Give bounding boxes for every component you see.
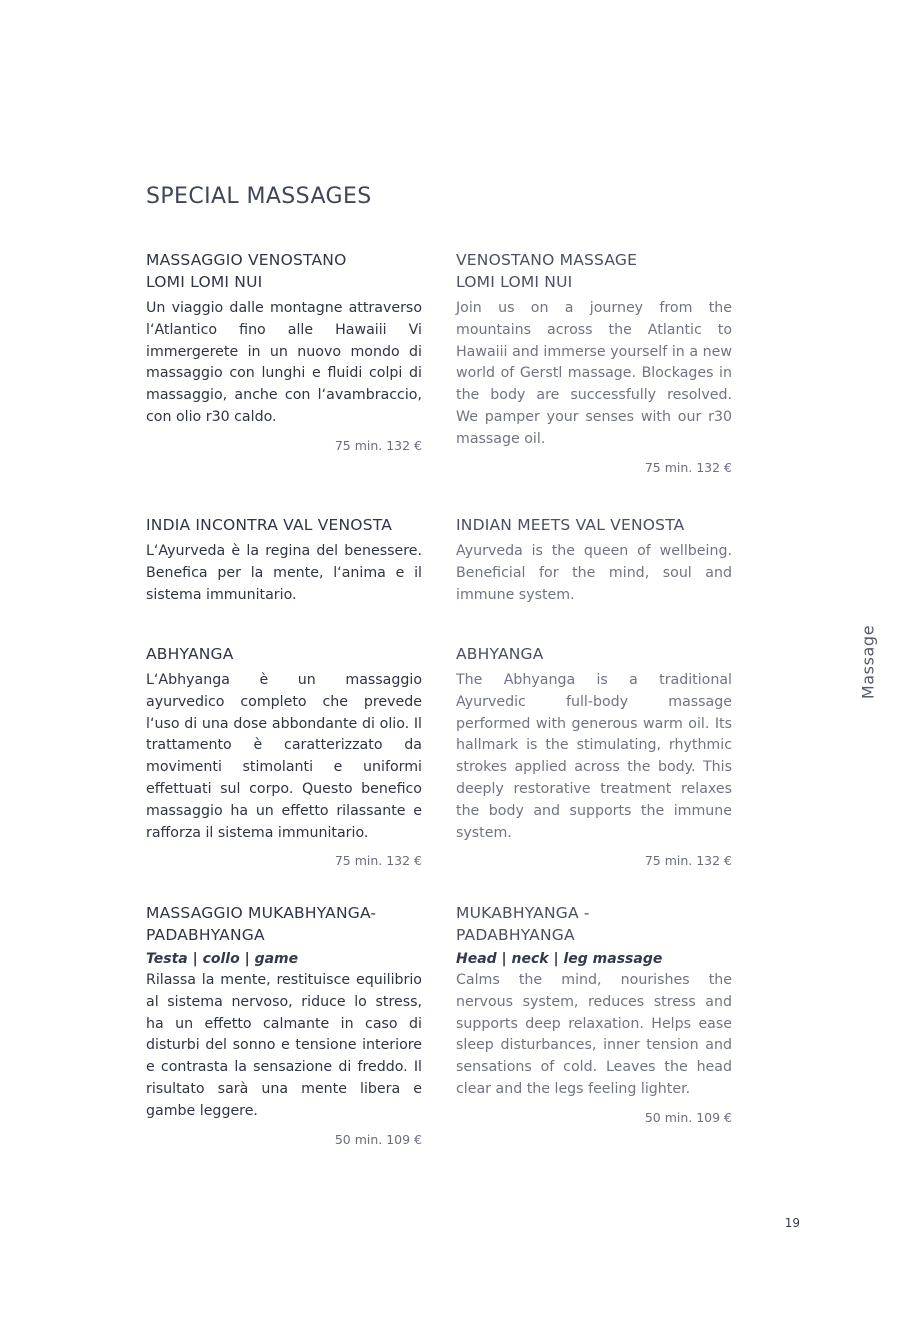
heading-line: VENOSTANO MASSAGE: [456, 251, 638, 269]
treatment-heading: [456, 643, 732, 665]
treatment-subtitle: Head | neck | leg massage: [456, 951, 663, 967]
treatment-price: 50 min. 109 €: [334, 1131, 422, 1147]
heading-line: PADABHYANGA: [146, 926, 265, 944]
treatment-price: 75 min. 132 €: [334, 853, 422, 869]
heading-line: MUKABHYANGA -: [456, 904, 590, 922]
treatment-abhyanga-en: [456, 643, 732, 870]
treatment-description: Join us on a journey from the mountains across the Atlantic to Hawaiii and immerse yourself in a new world of Gerstl massage. Blockages in the body are successfully resolved. We pamper your senses with our r30 massage oil.: [456, 300, 732, 447]
heading-line: PADABHYANGA: [456, 926, 575, 944]
treatment-lomi-lomi-it: [146, 249, 422, 455]
treatment-description: Rilassa la mente, restituisce equilibrio al sistema nervoso, riduce lo stress, ha un effetto calmante in caso di disturbi del sonno e tensione interiore e contrasta la sensazione di freddo. Il risultato sarà una mente libera e gambe leggere.: [146, 972, 422, 1119]
heading-line: LOMI LOMI NUI: [146, 273, 263, 291]
treatment-heading: [146, 902, 422, 946]
treatment-price: 50 min. 109 €: [644, 1109, 732, 1125]
treatment-description: Calms the mind, nourishes the nervous system, reduces stress and supports deep relaxation. Helps ease sleep disturbances, inner tension and sensations of cold. Leaves the head clear and the legs feeling lighter.: [456, 972, 732, 1097]
section-side-label: Massage: [858, 624, 878, 700]
treatment-abhyanga-it: [146, 643, 422, 870]
heading-line: MASSAGGIO MUKABHYANGA-: [146, 904, 377, 922]
treatment-heading: [456, 514, 732, 536]
treatment-description: Un viaggio dalle montagne attraverso l‘Atlantico fino alle Hawaiii Vi immergerete in un nuovo mondo di massaggio con lunghi e fluidi colpi di massaggio, anche con l‘avambraccio, con olio r30 caldo.: [146, 300, 422, 425]
treatment-subtitle: Testa | collo | game: [146, 951, 299, 967]
heading-line: ABHYANGA: [146, 645, 234, 663]
treatment-mukabhyanga-en: [456, 902, 732, 1127]
treatment-heading: [146, 643, 422, 665]
treatment-description: L‘Ayurveda è la regina del benessere. Benefica per la mente, l‘anima e il sistema immunitario.: [146, 543, 422, 603]
treatment-description: Ayurveda is the queen of wellbeing. Beneficial for the mind, soul and immune system.: [456, 543, 732, 603]
treatment-price: 75 min. 132 €: [644, 853, 732, 869]
treatment-price: 75 min. 132 €: [644, 459, 732, 475]
treatment-description: L‘Abhyanga è un massaggio ayurvedico completo che prevede l‘uso di una dose abbondante di olio. Il trattamento è caratterizzato da movimenti stimolanti e uniformi effettuati sul corpo. Questo benefico massaggio ha un effetto rilassante e rafforza il sistema immunitario.: [146, 672, 422, 841]
heading-line: MASSAGGIO VENOSTANO: [146, 251, 347, 269]
treatment-description: The Abhyanga is a traditional Ayurvedic full-body massage performed with generous warm oil. Its hallmark is the stimulating, rhythmic strokes applied across the body. This deeply restorative treatment relaxes the body and supports the immune system.: [456, 672, 732, 841]
heading-line: INDIAN MEETS VAL VENOSTA: [456, 516, 685, 534]
heading-line: LOMI LOMI NUI: [456, 273, 573, 291]
treatment-heading: [456, 902, 732, 946]
treatment-mukabhyanga-it: [146, 902, 422, 1149]
treatment-heading: [146, 249, 422, 293]
heading-line: INDIA INCONTRA VAL VENOSTA: [146, 516, 393, 534]
treatment-india-it: [146, 514, 422, 606]
treatment-heading: [146, 514, 422, 536]
treatment-india-en: [456, 514, 732, 606]
treatment-lomi-lomi-en: [456, 249, 732, 477]
heading-line: ABHYANGA: [456, 645, 544, 663]
page-number: 19: [784, 1216, 800, 1230]
treatment-heading: [456, 249, 732, 293]
page-title: SPECIAL MASSAGES: [146, 184, 372, 209]
treatment-price: 75 min. 132 €: [334, 437, 422, 453]
